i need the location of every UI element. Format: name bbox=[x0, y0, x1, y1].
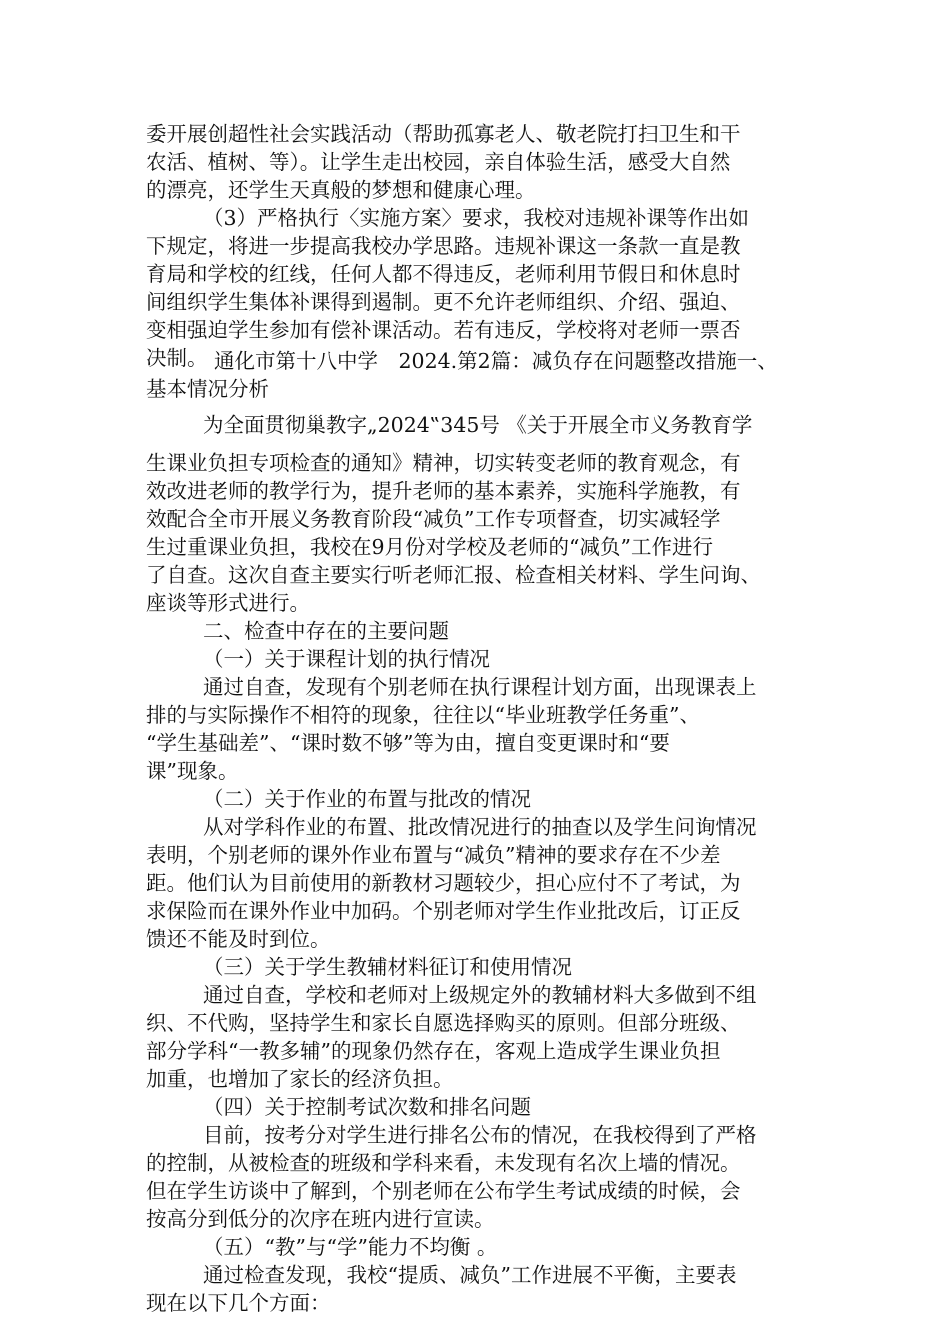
text-line: 通过自查，发现有个别老师在执行课程计划方面，出现课表上 bbox=[203, 675, 757, 699]
text-line: 通过检查发现，我校“提质、减负”工作进展不平衡，主要表 bbox=[203, 1263, 737, 1287]
text-line: 求保险而在课外作业中加码。个别老师对学生作业批改后，订正反 bbox=[146, 899, 741, 923]
text-line: 目前，按考分对学生进行排名公布的情况，在我校得到了严格 bbox=[203, 1123, 757, 1147]
text-line: 下规定，将进一步提高我校办学思路。违规补课这一条款一直是教 bbox=[146, 234, 741, 258]
text-line: （三）关于学生教辅材料征订和使用情况 bbox=[203, 955, 572, 979]
text-line: 效配合全市开展义务教育阶段“减负”工作专项督查，切实减轻学 bbox=[146, 507, 721, 531]
text-line: 座谈等形式进行。 bbox=[146, 591, 310, 615]
text-line: 从对学科作业的布置、批改情况进行的抽查以及学生问询情况 bbox=[203, 815, 757, 839]
text-line: 基本情况分析 bbox=[146, 377, 269, 401]
text-line: 馈还不能及时到位。 bbox=[146, 927, 331, 951]
text-line: 课”现象。 bbox=[146, 759, 239, 783]
text-line: 的控制，从被检查的班级和学科来看，未发现有名次上墙的情况。 bbox=[146, 1151, 741, 1175]
text-line: 现在以下几个方面： bbox=[146, 1291, 331, 1315]
text-line: 生过重课业负担，我校在9月份对学校及老师的“减负”工作进行 bbox=[146, 535, 714, 559]
text-line: 变相强迫学生参加有偿补课活动。若有违反，学校将对老师一票否 bbox=[146, 318, 741, 342]
text-line: （3）严格执行〈实施方案〉要求，我校对违规补课等作出如 bbox=[203, 206, 750, 230]
text-line: （五）“教”与“学”能力不均衡 。 bbox=[203, 1235, 498, 1259]
text-line: （一）关于课程计划的执行情况 bbox=[203, 647, 490, 671]
text-line: 部分学科“一教多辅”的现象仍然存在，客观上造成学生课业负担 bbox=[146, 1039, 721, 1063]
text-line: （四）关于控制考试次数和排名问题 bbox=[203, 1095, 531, 1119]
text-line: （二）关于作业的布置与批改的情况 bbox=[203, 787, 531, 811]
text-line: 织、不代购，坚持学生和家长自愿选择购买的原则。但部分班级、 bbox=[146, 1011, 741, 1035]
text-line: 农活、植树、等）。让学生走出校园，亲自体验生活，感受大自然 bbox=[146, 150, 731, 174]
text-line: 育局和学校的红线，任何人都不得违反，老师利用节假日和休息时 bbox=[146, 262, 741, 286]
text-line: 委开展创超性社会实践活动（帮助孤寡老人、敬老院打扫卫生和干 bbox=[146, 122, 741, 146]
text-line: 决制。 bbox=[146, 346, 208, 370]
text-line: 按高分到低分的次序在班内进行宣读。 bbox=[146, 1207, 495, 1231]
text-line: 加重，也增加了家长的经济负担。 bbox=[146, 1067, 454, 1091]
text-line: 距。他们认为目前使用的新教材习题较少，担心应付不了考试，为 bbox=[146, 871, 741, 895]
text-line: 通过自查，学校和老师对上级规定外的教辅材料大多做到不组 bbox=[203, 983, 757, 1007]
text-line: 二、检查中存在的主要问题 bbox=[203, 619, 449, 643]
text-line: 效改进老师的教学行为，提升老师的基本素养，实施科学施教，有 bbox=[146, 479, 741, 503]
text-line: 的漂亮，还学生天真般的梦想和健康心理。 bbox=[146, 178, 536, 202]
text-line: 通化市第十八中学 2024.第2篇：减负存在问题整改措施一、 bbox=[214, 349, 778, 373]
text-line: 了自查。这次自查主要实行听老师汇报、检查相关材料、学生问询、 bbox=[146, 563, 761, 587]
text-line: 排的与实际操作不相符的现象，往往以“毕业班教学任务重”、 bbox=[146, 703, 700, 727]
text-line: 生课业负担专项检查的通知》精神，切实转变老师的教育观念，有 bbox=[146, 451, 741, 475]
text-line: 表明，个别老师的课外作业布置与“减负”精神的要求存在不少差 bbox=[146, 843, 721, 867]
text-line: 间组织学生集体补课得到遏制。更不允许老师组织、介绍、强迫、 bbox=[146, 290, 741, 314]
text-line: “学生基础差”、“课时数不够”等为由，擅自变更课时和“要 bbox=[146, 731, 670, 755]
text-line: 但在学生访谈中了解到，个别老师在公布学生考试成绩的时候，会 bbox=[146, 1179, 741, 1203]
text-line: 为全面贯彻巢教字„2024‟345号 《关于开展全市义务教育学 bbox=[203, 413, 753, 437]
